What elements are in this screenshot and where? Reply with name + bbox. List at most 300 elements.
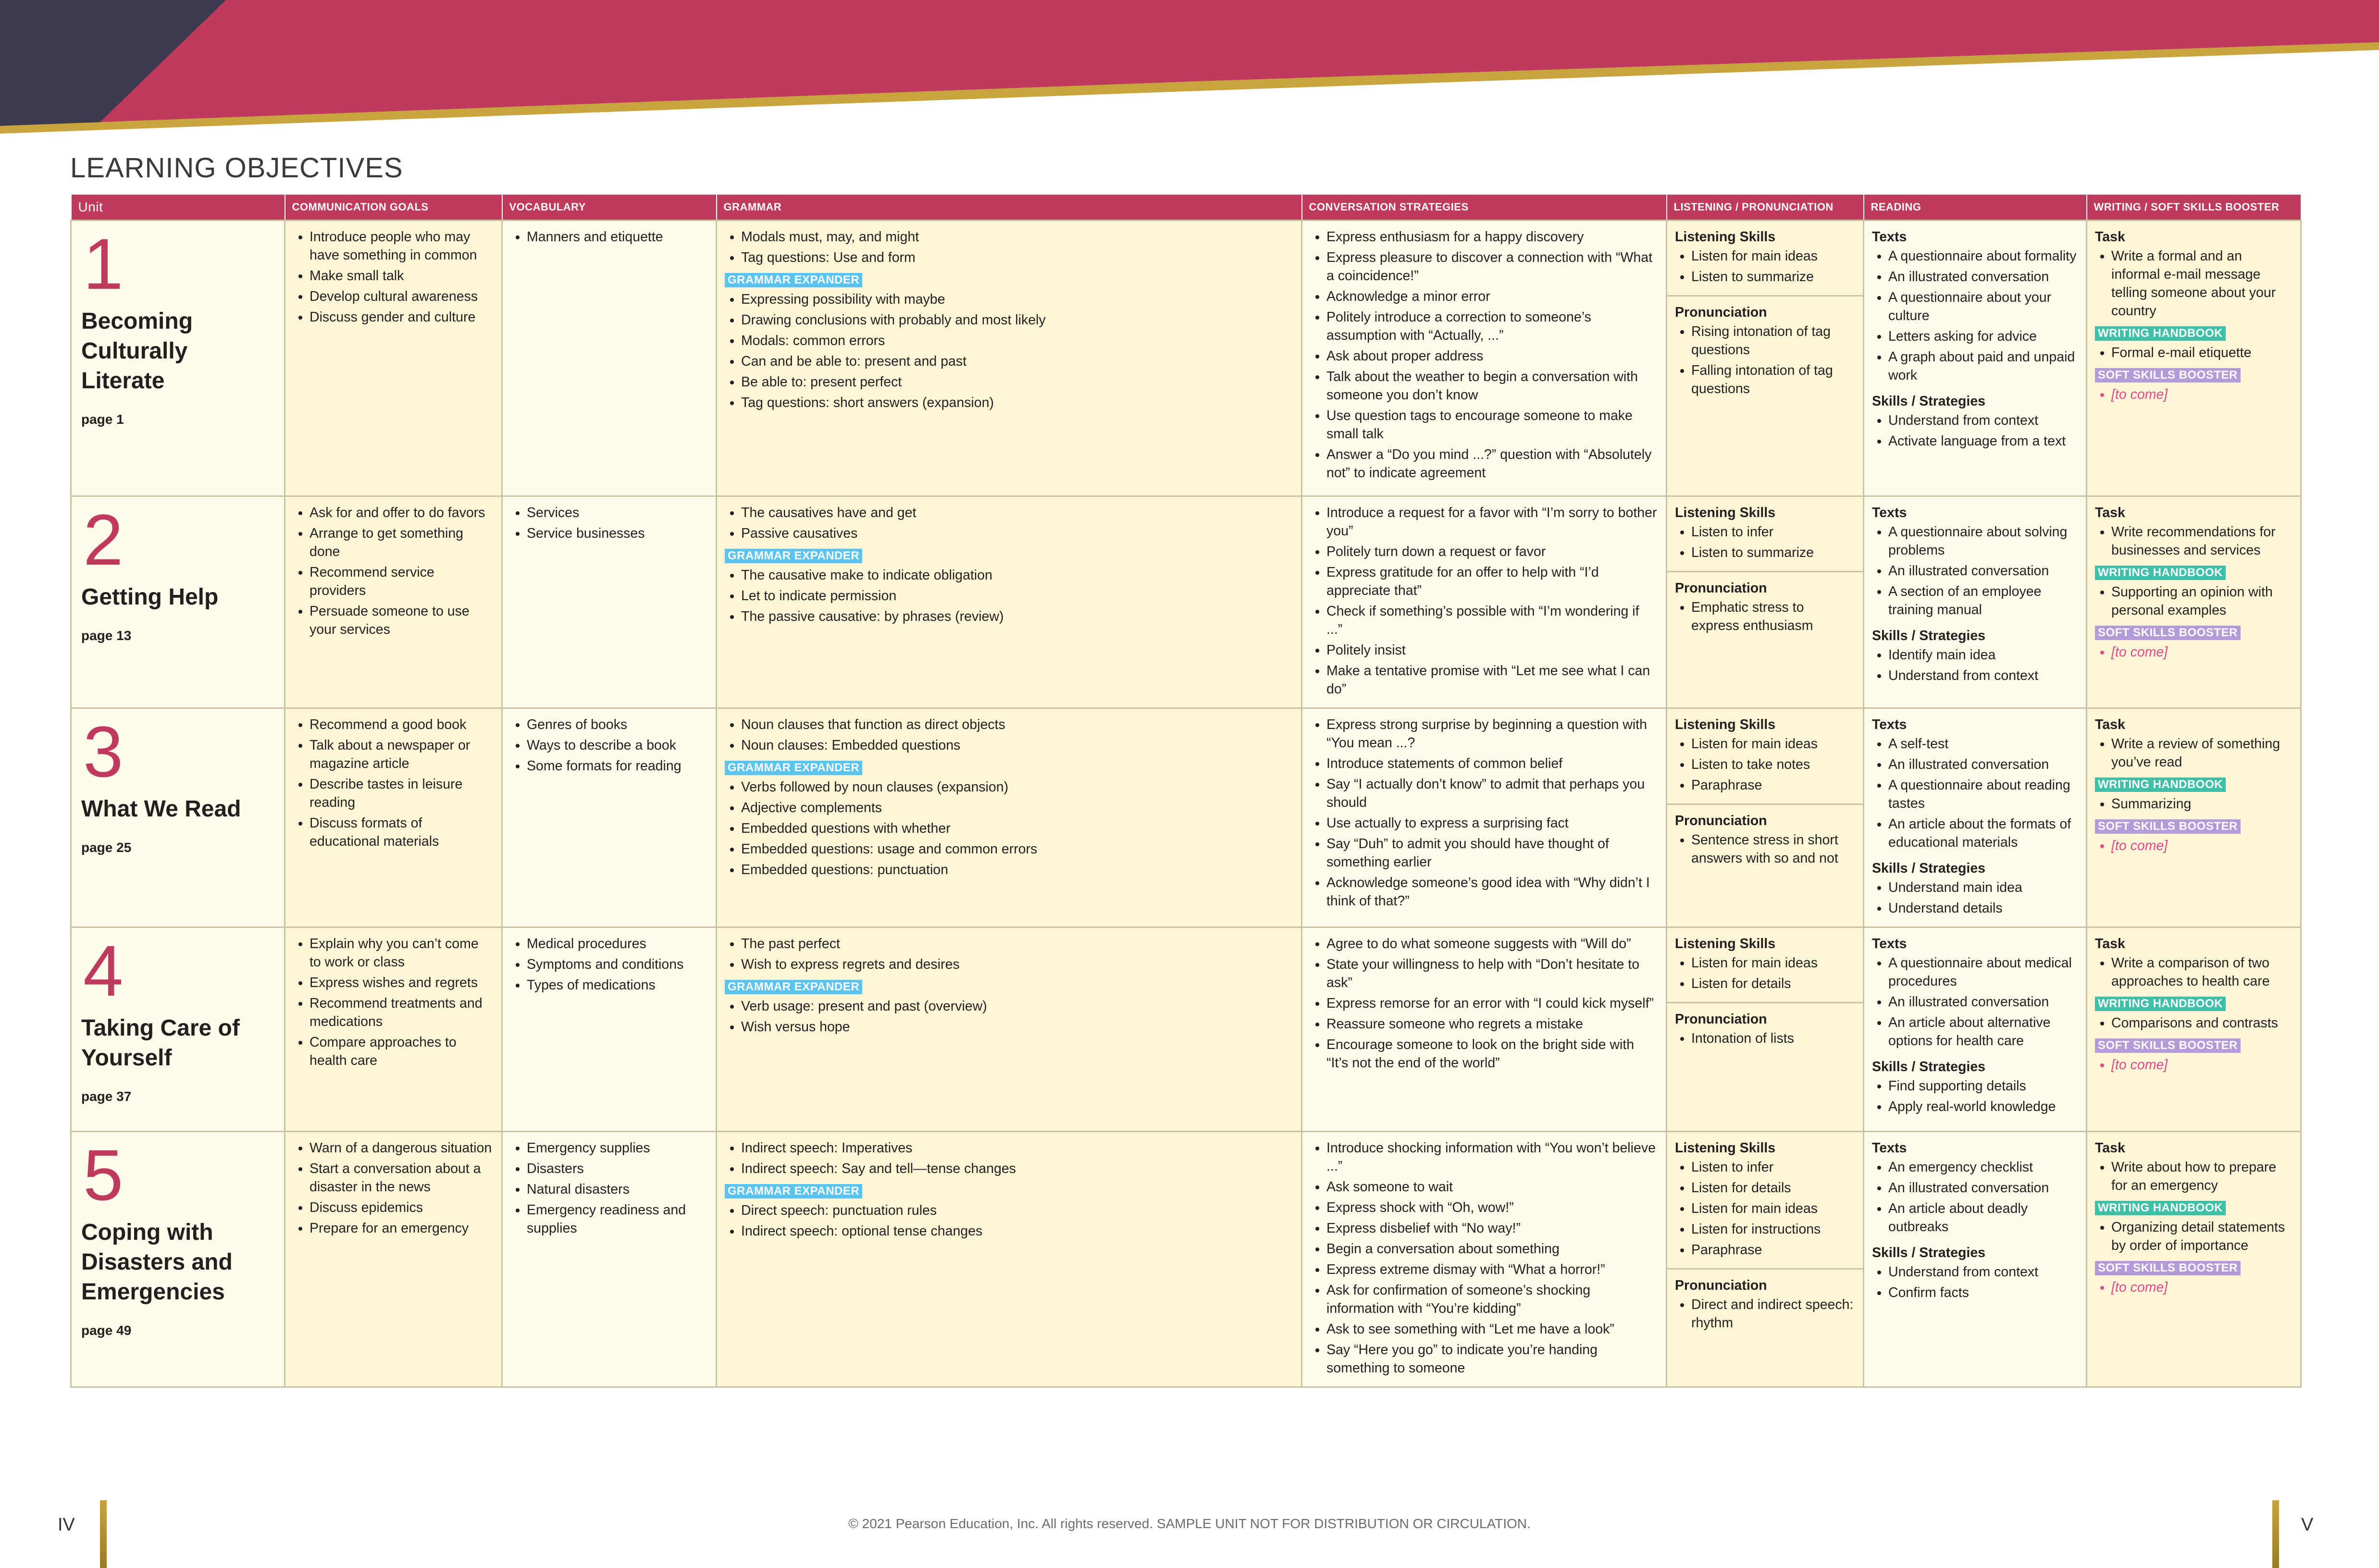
header-unit: Unit bbox=[71, 194, 285, 221]
list-item: • Listen for details bbox=[1691, 1179, 1855, 1197]
list-item: • Introduce a request for a favor with “I’m sorry to bother you” bbox=[1326, 504, 1658, 540]
texts-label: Texts bbox=[1872, 936, 1907, 951]
list-item: • Can and be able to: present and past bbox=[741, 352, 1293, 370]
skills-list bbox=[1872, 878, 2078, 917]
listening-skills-section bbox=[1667, 221, 1863, 296]
list-item: • Listen to summarize bbox=[1691, 543, 1855, 562]
grammar-expander-list bbox=[725, 778, 1293, 879]
list-item: • Understand from context bbox=[1888, 667, 2078, 685]
writing-cell bbox=[2087, 496, 2301, 708]
list-item: • Reassure someone who regrets a mistake bbox=[1326, 1015, 1658, 1033]
list-item: • Verbs followed by noun clauses (expansion) bbox=[741, 778, 1293, 796]
list-item: • Arrange to get something done bbox=[310, 524, 494, 561]
list-item: • Direct speech: punctuation rules bbox=[741, 1201, 1293, 1220]
list-item: • A questionnaire about solving problems bbox=[1888, 523, 2078, 559]
header-communication-goals: COMMUNICATION GOALS bbox=[285, 194, 502, 221]
grammar-expander-badge: GRAMMAR EXPANDER bbox=[725, 980, 862, 994]
list-item: • Formal e-mail etiquette bbox=[2111, 344, 2292, 362]
writing-handbook-list bbox=[2095, 583, 2292, 619]
conversation-list bbox=[1310, 228, 1658, 482]
list-item: • Listen for main ideas bbox=[1691, 735, 1855, 753]
listening-skills-section bbox=[1667, 497, 1863, 572]
list-item: • An article about alternative options for health care bbox=[1888, 1013, 2078, 1050]
soft-skills-booster-badge: SOFT SKILLS BOOSTER bbox=[2095, 819, 2241, 834]
vocabulary-cell bbox=[502, 927, 717, 1132]
vocabulary-cell bbox=[502, 221, 717, 496]
list-item: • Politely introduce a correction to someone’s assumption with “Actually, ...” bbox=[1326, 308, 1658, 345]
list-item: • Symptoms and conditions bbox=[527, 955, 708, 974]
list-item: • Understand main idea bbox=[1888, 878, 2078, 897]
goals-list bbox=[293, 1139, 494, 1237]
list-item: • Prepare for an emergency bbox=[310, 1219, 494, 1237]
list-item: • Compare approaches to health care bbox=[310, 1033, 494, 1070]
list-item: • Discuss gender and culture bbox=[310, 308, 494, 326]
list-item: • Understand details bbox=[1888, 899, 2078, 917]
list-item: • An illustrated conversation bbox=[1888, 993, 2078, 1011]
list-item: • Introduce statements of common belief bbox=[1326, 754, 1658, 773]
reading-cell bbox=[1864, 221, 2087, 496]
soft-skills-list bbox=[2095, 385, 2292, 404]
soft-skills-list bbox=[2095, 643, 2292, 661]
pronunciation-list bbox=[1675, 831, 1855, 867]
grammar-cell bbox=[717, 927, 1302, 1132]
list-item: • Say “I actually don’t know” to admit that perhaps you should bbox=[1326, 775, 1658, 812]
vocab-list bbox=[510, 228, 708, 246]
list-item: • The causatives have and get bbox=[741, 504, 1293, 522]
unit-title: Coping with Disasters and Emergencies bbox=[81, 1220, 233, 1305]
grammar-expander-list bbox=[725, 997, 1293, 1036]
texts-label: Texts bbox=[1872, 717, 1907, 732]
list-item: • Check if something’s possible with “I’m wondering if ...” bbox=[1326, 602, 1658, 639]
texts-label: Texts bbox=[1872, 229, 1907, 245]
writing-handbook-list bbox=[2095, 1218, 2292, 1255]
list-item: • Listen to summarize bbox=[1691, 268, 1855, 286]
list-item: • An illustrated conversation bbox=[1888, 755, 2078, 774]
texts-list bbox=[1872, 735, 2078, 852]
reading-cell bbox=[1864, 1132, 2087, 1387]
vocab-list bbox=[510, 716, 708, 775]
goals-list bbox=[293, 228, 494, 326]
list-item: • Listen for instructions bbox=[1691, 1220, 1855, 1238]
conversation-strategies-cell bbox=[1302, 1132, 1667, 1387]
soft-skills-booster-badge: SOFT SKILLS BOOSTER bbox=[2095, 626, 2241, 640]
task-label: Task bbox=[2095, 1140, 2125, 1156]
header-conversation-strategies: CONVERSATION STRATEGIES bbox=[1302, 194, 1667, 221]
grammar-list bbox=[725, 716, 1293, 754]
list-item: • Say “Here you go” to indicate you’re handing something to someone bbox=[1326, 1341, 1658, 1377]
list-item: • Tag questions: short answers (expansion) bbox=[741, 394, 1293, 412]
unit-title: Becoming Culturally Literate bbox=[81, 309, 193, 394]
list-item: • Ask to see something with “Let me have a look” bbox=[1326, 1320, 1658, 1338]
list-item: • Indirect speech: Say and tell—tense changes bbox=[741, 1160, 1293, 1178]
table-header-row bbox=[71, 194, 2301, 221]
list-item: • Ask about proper address bbox=[1326, 347, 1658, 365]
list-item: • Make small talk bbox=[310, 267, 494, 285]
learning-objectives-table bbox=[70, 194, 2302, 1388]
list-item: • Wish to express regrets and desires bbox=[741, 955, 1293, 974]
texts-label: Texts bbox=[1872, 505, 1907, 520]
texts-list bbox=[1872, 523, 2078, 619]
list-item: • Expressing possibility with maybe bbox=[741, 290, 1293, 309]
unit-cell bbox=[71, 708, 285, 927]
list-item: • An emergency checklist bbox=[1888, 1158, 2078, 1176]
listening-pronunciation-cell bbox=[1667, 221, 1864, 496]
list-item: • Start a conversation about a disaster in the news bbox=[310, 1160, 494, 1196]
listening-list bbox=[1675, 247, 1855, 286]
reading-cell bbox=[1864, 927, 2087, 1132]
task-list bbox=[2095, 735, 2292, 771]
reading-cell bbox=[1864, 496, 2087, 708]
task-list bbox=[2095, 954, 2292, 990]
writing-handbook-badge: WRITING HANDBOOK bbox=[2095, 997, 2226, 1011]
list-item: • Write a formal and an informal e-mail message telling someone about your country bbox=[2111, 247, 2292, 320]
list-item: • Service businesses bbox=[527, 524, 708, 543]
unit-page-link[interactable]: page 25 bbox=[81, 840, 132, 855]
list-item: • State your willingness to help with “Don’t hesitate to ask” bbox=[1326, 955, 1658, 992]
list-item: • Natural disasters bbox=[527, 1180, 708, 1198]
listening-skills-section bbox=[1667, 709, 1863, 805]
list-item: • Some formats for reading bbox=[527, 757, 708, 775]
conversation-list bbox=[1310, 504, 1658, 698]
list-item: • Embedded questions with whether bbox=[741, 819, 1293, 838]
list-item: • Organizing detail statements by order of importance bbox=[2111, 1218, 2292, 1255]
pronunciation-section bbox=[1667, 572, 1863, 644]
list-item: • Politely turn down a request or favor bbox=[1326, 543, 1658, 561]
list-item: • Listen for details bbox=[1691, 975, 1855, 993]
list-item: • Medical procedures bbox=[527, 935, 708, 953]
list-item: • Talk about a newspaper or magazine article bbox=[310, 736, 494, 773]
task-list bbox=[2095, 523, 2292, 559]
grammar-expander-badge: GRAMMAR EXPANDER bbox=[725, 273, 862, 287]
list-item: • Answer a “Do you mind ...?” question with “Absolutely not” to indicate agreement bbox=[1326, 445, 1658, 482]
texts-list bbox=[1872, 954, 2078, 1050]
unit-number: 4 bbox=[83, 930, 124, 1011]
list-item: • An article about deadly outbreaks bbox=[1888, 1199, 2078, 1236]
listening-skills-label: Listening Skills bbox=[1675, 505, 1776, 520]
to-come-item: • [to come] bbox=[2111, 1278, 2292, 1296]
unit-cell bbox=[71, 496, 285, 708]
list-item: • Embedded questions: usage and common errors bbox=[741, 840, 1293, 858]
list-item: • Let to indicate permission bbox=[741, 587, 1293, 605]
list-item: • An illustrated conversation bbox=[1888, 1179, 2078, 1197]
goals-list bbox=[293, 504, 494, 639]
list-item: • Express strong surprise by beginning a question with “You mean ...? bbox=[1326, 716, 1658, 752]
listening-pronunciation-cell bbox=[1667, 927, 1864, 1132]
list-item: • Emphatic stress to express enthusiasm bbox=[1691, 598, 1855, 635]
list-item: • Listen for main ideas bbox=[1691, 247, 1855, 265]
writing-handbook-list bbox=[2095, 1014, 2292, 1032]
listening-list bbox=[1675, 1158, 1855, 1259]
list-item: • Use question tags to encourage someone to make small talk bbox=[1326, 407, 1658, 443]
unit-number: 3 bbox=[83, 711, 124, 792]
pronunciation-section bbox=[1667, 1003, 1863, 1057]
soft-skills-list bbox=[2095, 837, 2292, 855]
pronunciation-label: Pronunciation bbox=[1675, 813, 1767, 828]
banner-red-band bbox=[0, 0, 2379, 126]
list-item: • Discuss formats of educational materials bbox=[310, 814, 494, 851]
skills-list bbox=[1872, 646, 2078, 685]
unit-cell bbox=[71, 221, 285, 496]
grammar-cell bbox=[717, 708, 1302, 927]
grammar-expander-badge: GRAMMAR EXPANDER bbox=[725, 549, 862, 563]
list-item: • Persuade someone to use your services bbox=[310, 602, 494, 639]
list-item: • Find supporting details bbox=[1888, 1077, 2078, 1095]
list-item: • The past perfect bbox=[741, 935, 1293, 953]
pronunciation-label: Pronunciation bbox=[1675, 305, 1767, 320]
list-item: • Write a comparison of two approaches to health care bbox=[2111, 954, 2292, 990]
skills-strategies-label: Skills / Strategies bbox=[1872, 1059, 1986, 1074]
grammar-expander-badge: GRAMMAR EXPANDER bbox=[725, 761, 862, 775]
list-item: • Embedded questions: punctuation bbox=[741, 861, 1293, 879]
goals-list bbox=[293, 716, 494, 851]
list-item: • Recommend service providers bbox=[310, 563, 494, 600]
footer-copyright: © 2021 Pearson Education, Inc. All rights reserved. SAMPLE UNIT NOT FOR DISTRIBUTION OR CIRCULATION. bbox=[848, 1516, 1531, 1531]
list-item: • Acknowledge someone’s good idea with “Why didn’t I think of that?” bbox=[1326, 874, 1658, 910]
list-item: • Emergency supplies bbox=[527, 1139, 708, 1157]
task-label: Task bbox=[2095, 505, 2125, 520]
list-item: • Recommend a good book bbox=[310, 716, 494, 734]
pronunciation-list bbox=[1675, 322, 1855, 398]
pronunciation-list bbox=[1675, 1029, 1855, 1048]
conversation-strategies-cell bbox=[1302, 221, 1667, 496]
list-item: • Paraphrase bbox=[1691, 776, 1855, 794]
list-item: • Listen for main ideas bbox=[1691, 1199, 1855, 1218]
unit-row bbox=[71, 496, 2301, 708]
goals-list bbox=[293, 935, 494, 1070]
list-item: • Express wishes and regrets bbox=[310, 974, 494, 992]
list-item: • Modals must, may, and might bbox=[741, 228, 1293, 246]
list-item: • A section of an employee training manual bbox=[1888, 582, 2078, 619]
list-item: • Express disbelief with “No way!” bbox=[1326, 1219, 1658, 1237]
list-item: • Listen to take notes bbox=[1691, 755, 1855, 774]
list-item: • Introduce people who may have something in common bbox=[310, 228, 494, 264]
listening-list bbox=[1675, 735, 1855, 794]
list-item: • The causative make to indicate obligation bbox=[741, 566, 1293, 584]
skills-strategies-label: Skills / Strategies bbox=[1872, 1245, 1986, 1260]
texts-list bbox=[1872, 247, 2078, 384]
list-item: • Listen to infer bbox=[1691, 1158, 1855, 1176]
header-listening-pronunciation: LISTENING / PRONUNCIATION bbox=[1667, 194, 1864, 221]
list-item: • Rising intonation of tag questions bbox=[1691, 322, 1855, 359]
writing-handbook-list bbox=[2095, 795, 2292, 813]
list-item: • Apply real-world knowledge bbox=[1888, 1098, 2078, 1116]
list-item: • Express extreme dismay with “What a horror!” bbox=[1326, 1260, 1658, 1279]
unit-page-link[interactable]: page 37 bbox=[81, 1089, 132, 1104]
list-item: • Warn of a dangerous situation bbox=[310, 1139, 494, 1157]
task-label: Task bbox=[2095, 717, 2125, 732]
soft-skills-list bbox=[2095, 1056, 2292, 1074]
list-item: • Discuss epidemics bbox=[310, 1198, 494, 1217]
list-item: • Recommend treatments and medications bbox=[310, 994, 494, 1031]
list-item: • Manners and etiquette bbox=[527, 228, 708, 246]
list-item: • Noun clauses: Embedded questions bbox=[741, 736, 1293, 754]
list-item: • Summarizing bbox=[2111, 795, 2292, 813]
list-item: • A graph about paid and unpaid work bbox=[1888, 348, 2078, 384]
to-come-item: • [to come] bbox=[2111, 643, 2292, 661]
grammar-expander-list bbox=[725, 1201, 1293, 1240]
unit-page-link[interactable]: page 1 bbox=[81, 412, 124, 427]
list-item: • An article about the formats of educational materials bbox=[1888, 815, 2078, 852]
listening-skills-section bbox=[1667, 928, 1863, 1003]
unit-page-link[interactable]: page 49 bbox=[81, 1323, 132, 1338]
unit-row bbox=[71, 927, 2301, 1132]
pronunciation-list bbox=[1675, 1296, 1855, 1332]
unit-number: 5 bbox=[83, 1135, 124, 1215]
texts-label: Texts bbox=[1872, 1140, 1907, 1156]
list-item: • Letters asking for advice bbox=[1888, 327, 2078, 346]
list-item: • Begin a conversation about something bbox=[1326, 1240, 1658, 1258]
vocabulary-cell bbox=[502, 708, 717, 927]
header-banner bbox=[0, 0, 2379, 139]
header-grammar: GRAMMAR bbox=[717, 194, 1302, 221]
listening-skills-label: Listening Skills bbox=[1675, 229, 1776, 245]
list-item: • Confirm facts bbox=[1888, 1284, 2078, 1302]
list-item: • Direct and indirect speech: rhythm bbox=[1691, 1296, 1855, 1332]
list-item: • A questionnaire about your culture bbox=[1888, 288, 2078, 325]
conversation-list bbox=[1310, 1139, 1658, 1377]
list-item: • Express pleasure to discover a connection with “What a coincidence!” bbox=[1326, 248, 1658, 285]
list-item: • Explain why you can’t come to work or class bbox=[310, 935, 494, 971]
list-item: • An illustrated conversation bbox=[1888, 268, 2078, 286]
list-item: • Services bbox=[527, 504, 708, 522]
list-item: • Supporting an opinion with personal examples bbox=[2111, 583, 2292, 619]
list-item: • Express enthusiasm for a happy discovery bbox=[1326, 228, 1658, 246]
conversation-strategies-cell bbox=[1302, 708, 1667, 927]
writing-handbook-badge: WRITING HANDBOOK bbox=[2095, 778, 2226, 792]
list-item: • An illustrated conversation bbox=[1888, 562, 2078, 580]
pronunciation-label: Pronunciation bbox=[1675, 580, 1767, 596]
unit-title: Getting Help bbox=[81, 584, 219, 610]
to-come-item: • [to come] bbox=[2111, 385, 2292, 404]
grammar-expander-list bbox=[725, 566, 1293, 626]
list-item: • Intonation of lists bbox=[1691, 1029, 1855, 1048]
pronunciation-list bbox=[1675, 598, 1855, 635]
vocab-list bbox=[510, 1139, 708, 1237]
list-item: • Modals: common errors bbox=[741, 332, 1293, 350]
grammar-list bbox=[725, 1139, 1293, 1178]
soft-skills-list bbox=[2095, 1278, 2292, 1296]
list-item: • Express remorse for an error with “I could kick myself” bbox=[1326, 994, 1658, 1012]
vocab-list bbox=[510, 504, 708, 543]
skills-list bbox=[1872, 1077, 2078, 1116]
writing-cell bbox=[2087, 927, 2301, 1132]
header-reading: READING bbox=[1864, 194, 2087, 221]
list-item: • Passive causatives bbox=[741, 524, 1293, 543]
list-item: • Indirect speech: Imperatives bbox=[741, 1139, 1293, 1157]
conversation-strategies-cell bbox=[1302, 496, 1667, 708]
list-item: • Write recommendations for businesses and services bbox=[2111, 523, 2292, 559]
grammar-list bbox=[725, 504, 1293, 543]
list-item: • Talk about the weather to begin a conversation with someone you don’t know bbox=[1326, 368, 1658, 404]
header-vocabulary: VOCABULARY bbox=[502, 194, 717, 221]
listening-skills-section bbox=[1667, 1132, 1863, 1270]
unit-cell bbox=[71, 1132, 285, 1387]
soft-skills-booster-badge: SOFT SKILLS BOOSTER bbox=[2095, 1261, 2241, 1275]
to-come-item: • [to come] bbox=[2111, 837, 2292, 855]
list-item: • Disasters bbox=[527, 1160, 708, 1178]
texts-list bbox=[1872, 1158, 2078, 1236]
listening-pronunciation-cell bbox=[1667, 708, 1864, 927]
unit-title: What We Read bbox=[81, 796, 241, 822]
writing-handbook-badge: WRITING HANDBOOK bbox=[2095, 1201, 2226, 1215]
soft-skills-booster-badge: SOFT SKILLS BOOSTER bbox=[2095, 1038, 2241, 1053]
list-item: • Drawing conclusions with probably and most likely bbox=[741, 311, 1293, 329]
list-item: • Comparisons and contrasts bbox=[2111, 1014, 2292, 1032]
list-item: • Introduce shocking information with “You won’t believe ...” bbox=[1326, 1139, 1658, 1175]
unit-row bbox=[71, 1132, 2301, 1387]
list-item: • The passive causative: by phrases (review) bbox=[741, 607, 1293, 626]
unit-page-link[interactable]: page 13 bbox=[81, 628, 132, 643]
to-come-item: • [to come] bbox=[2111, 1056, 2292, 1074]
list-item: • Types of medications bbox=[527, 976, 708, 994]
soft-skills-booster-badge: SOFT SKILLS BOOSTER bbox=[2095, 368, 2241, 383]
list-item: • Sentence stress in short answers with so and not bbox=[1691, 831, 1855, 867]
grammar-cell bbox=[717, 496, 1302, 708]
skills-strategies-label: Skills / Strategies bbox=[1872, 861, 1986, 876]
writing-handbook-list bbox=[2095, 344, 2292, 362]
grammar-cell bbox=[717, 221, 1302, 496]
communication-goals-cell bbox=[285, 496, 502, 708]
skills-list bbox=[1872, 1263, 2078, 1302]
list-item: • Make a tentative promise with “Let me see what I can do” bbox=[1326, 662, 1658, 698]
list-item: • Write about how to prepare for an emergency bbox=[2111, 1158, 2292, 1195]
pronunciation-section bbox=[1667, 805, 1863, 877]
unit-row bbox=[71, 221, 2301, 496]
list-item: • Express shock with “Oh, wow!” bbox=[1326, 1198, 1658, 1217]
list-item: • Ask for confirmation of someone’s shocking information with “You’re kidding” bbox=[1326, 1281, 1658, 1318]
grammar-list bbox=[725, 228, 1293, 267]
list-item: • Understand from context bbox=[1888, 1263, 2078, 1281]
listening-pronunciation-cell bbox=[1667, 496, 1864, 708]
list-item: • Agree to do what someone suggests with “Will do” bbox=[1326, 935, 1658, 953]
list-item: • Activate language from a text bbox=[1888, 432, 2078, 450]
list-item: • Develop cultural awareness bbox=[310, 287, 494, 306]
skills-strategies-label: Skills / Strategies bbox=[1872, 394, 1986, 409]
task-list bbox=[2095, 1158, 2292, 1195]
grammar-list bbox=[725, 935, 1293, 974]
grammar-expander-list bbox=[725, 290, 1293, 412]
conversation-list bbox=[1310, 935, 1658, 1072]
list-item: • Ask for and offer to do favors bbox=[310, 504, 494, 522]
communication-goals-cell bbox=[285, 708, 502, 927]
listening-skills-label: Listening Skills bbox=[1675, 1140, 1776, 1156]
list-item: • A self-test bbox=[1888, 735, 2078, 753]
list-item: • Use actually to express a surprising fact bbox=[1326, 814, 1658, 832]
writing-handbook-badge: WRITING HANDBOOK bbox=[2095, 566, 2226, 580]
pronunciation-section bbox=[1667, 1270, 1863, 1341]
reading-cell bbox=[1864, 708, 2087, 927]
writing-cell bbox=[2087, 221, 2301, 496]
list-item: • A questionnaire about reading tastes bbox=[1888, 776, 2078, 813]
communication-goals-cell bbox=[285, 927, 502, 1132]
page-number-left: IV bbox=[58, 1515, 75, 1535]
list-item: • Verb usage: present and past (overview) bbox=[741, 997, 1293, 1015]
list-item: • Write a review of something you’ve read bbox=[2111, 735, 2292, 771]
writing-cell bbox=[2087, 1132, 2301, 1387]
unit-title: Taking Care of Yourself bbox=[81, 1015, 240, 1071]
unit-number: 2 bbox=[83, 499, 124, 580]
conversation-strategies-cell bbox=[1302, 927, 1667, 1132]
vocabulary-cell bbox=[502, 496, 717, 708]
page-title: LEARNING OBJECTIVES bbox=[70, 152, 403, 184]
unit-cell bbox=[71, 927, 285, 1132]
header-writing-soft-skills: WRITING / SOFT SKILLS BOOSTER bbox=[2087, 194, 2301, 221]
listening-pronunciation-cell bbox=[1667, 1132, 1864, 1387]
writing-cell bbox=[2087, 708, 2301, 927]
communication-goals-cell bbox=[285, 1132, 502, 1387]
pronunciation-label: Pronunciation bbox=[1675, 1278, 1767, 1293]
page-number-right: V bbox=[2301, 1515, 2314, 1535]
